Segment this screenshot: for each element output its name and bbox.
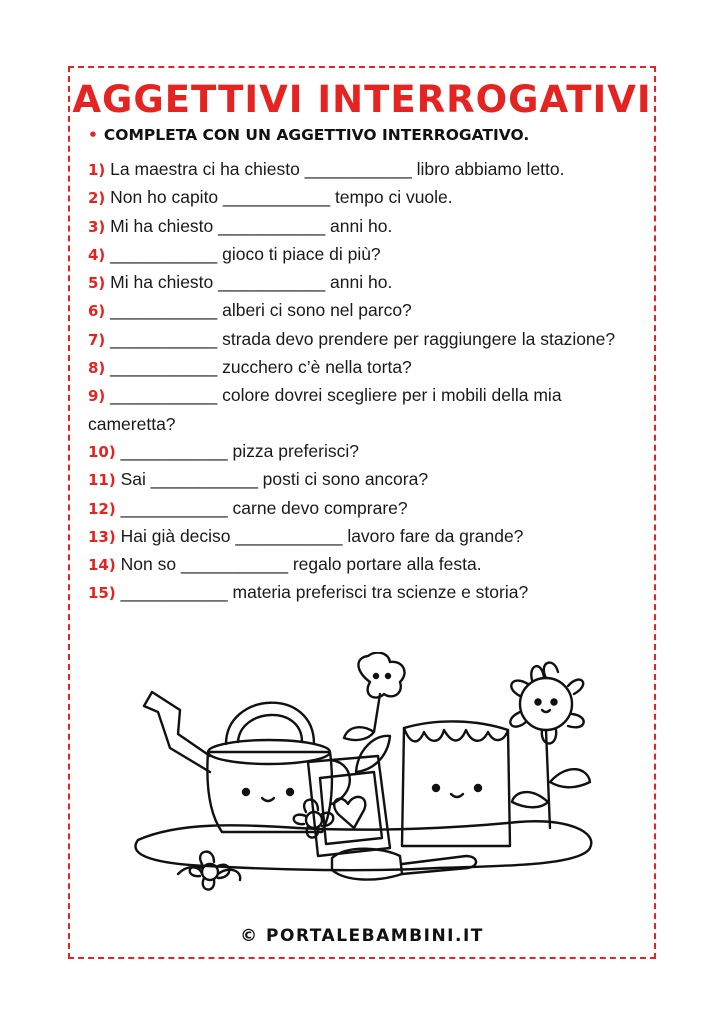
footer-credit: © PORTALEBAMBINI.IT: [240, 926, 484, 946]
flower-icon: [344, 653, 405, 740]
item-text: Hai già deciso ___________ lavoro fare da grande?: [120, 525, 524, 546]
exercise-item: [88, 184, 636, 212]
item-text: ___________ pizza preferisci?: [120, 440, 359, 461]
item-text: ___________ strada devo prendere per raggiungere la stazione?: [110, 328, 616, 349]
exercise-item: [88, 297, 636, 325]
sunflower-icon: [510, 663, 590, 828]
item-number: 1): [88, 161, 106, 179]
exercise-item: [88, 466, 636, 494]
item-number: 3): [88, 217, 106, 236]
exercise-item: [88, 354, 636, 382]
exercise-item: [88, 382, 636, 438]
item-number: 14): [88, 556, 116, 575]
item-number: 11): [88, 471, 116, 490]
item-text: ___________ materia preferisci tra scienze e storia?: [120, 582, 529, 603]
item-number: 7): [88, 330, 106, 349]
item-text: ___________ carne devo comprare?: [120, 497, 408, 518]
leaf-icon: [356, 736, 390, 772]
item-text: Mi ha chiesto ___________ anni ho.: [110, 215, 393, 236]
item-text: ___________ zucchero c’è nella torta?: [110, 357, 412, 378]
item-text: Non ho capito ___________ tempo ci vuole.: [110, 187, 453, 208]
item-number: 2): [88, 189, 106, 208]
trowel-icon: [332, 849, 476, 880]
ground-shape: [135, 821, 591, 870]
item-number: 9): [88, 387, 106, 406]
daisy-icon: [178, 852, 240, 890]
item-number: 12): [88, 499, 116, 518]
item-number: 8): [88, 359, 106, 378]
garden-illustration: [118, 652, 616, 900]
item-text: Non so ___________ regalo portare alla festa.: [120, 554, 482, 575]
item-number: 5): [88, 274, 106, 293]
instruction-text: COMPLETA CON UN AGGETTIVO INTERROGATIVO.: [103, 126, 530, 144]
item-number: 10): [88, 442, 116, 461]
exercise-item: [88, 241, 636, 269]
item-number: 13): [88, 527, 116, 546]
exercise-item: [88, 156, 636, 184]
item-text: ___________ gioco ti piace di più?: [110, 243, 381, 264]
item-text: ___________ alberi ci sono nel parco?: [110, 300, 412, 321]
item-text: Sai ___________ posti ci sono ancora?: [120, 469, 429, 490]
exercise-item: [88, 326, 636, 354]
exercise-item: [88, 495, 636, 523]
exercise-item: [88, 213, 636, 241]
exercise-item: [88, 269, 636, 297]
exercise-item: [88, 438, 636, 466]
exercise-item: [88, 579, 636, 607]
exercise-item: [88, 523, 636, 551]
item-number: 15): [88, 584, 116, 603]
exercise-item: [88, 551, 636, 579]
item-number: 4): [88, 245, 106, 264]
worksheet-title: AGGETTIVI INTERROGATIVI: [72, 78, 652, 121]
item-text: Mi ha chiesto ___________ anni ho.: [110, 272, 393, 293]
item-text: ___________ colore dovrei scegliere per i mobili della mia cameretta?: [88, 385, 562, 434]
instruction: [88, 126, 529, 144]
exercise-list: [88, 156, 636, 608]
bullet-icon: •: [88, 126, 98, 144]
item-number: 6): [88, 302, 106, 321]
item-text: La maestra ci ha chiesto ___________ libro abbiamo letto.: [110, 159, 565, 179]
